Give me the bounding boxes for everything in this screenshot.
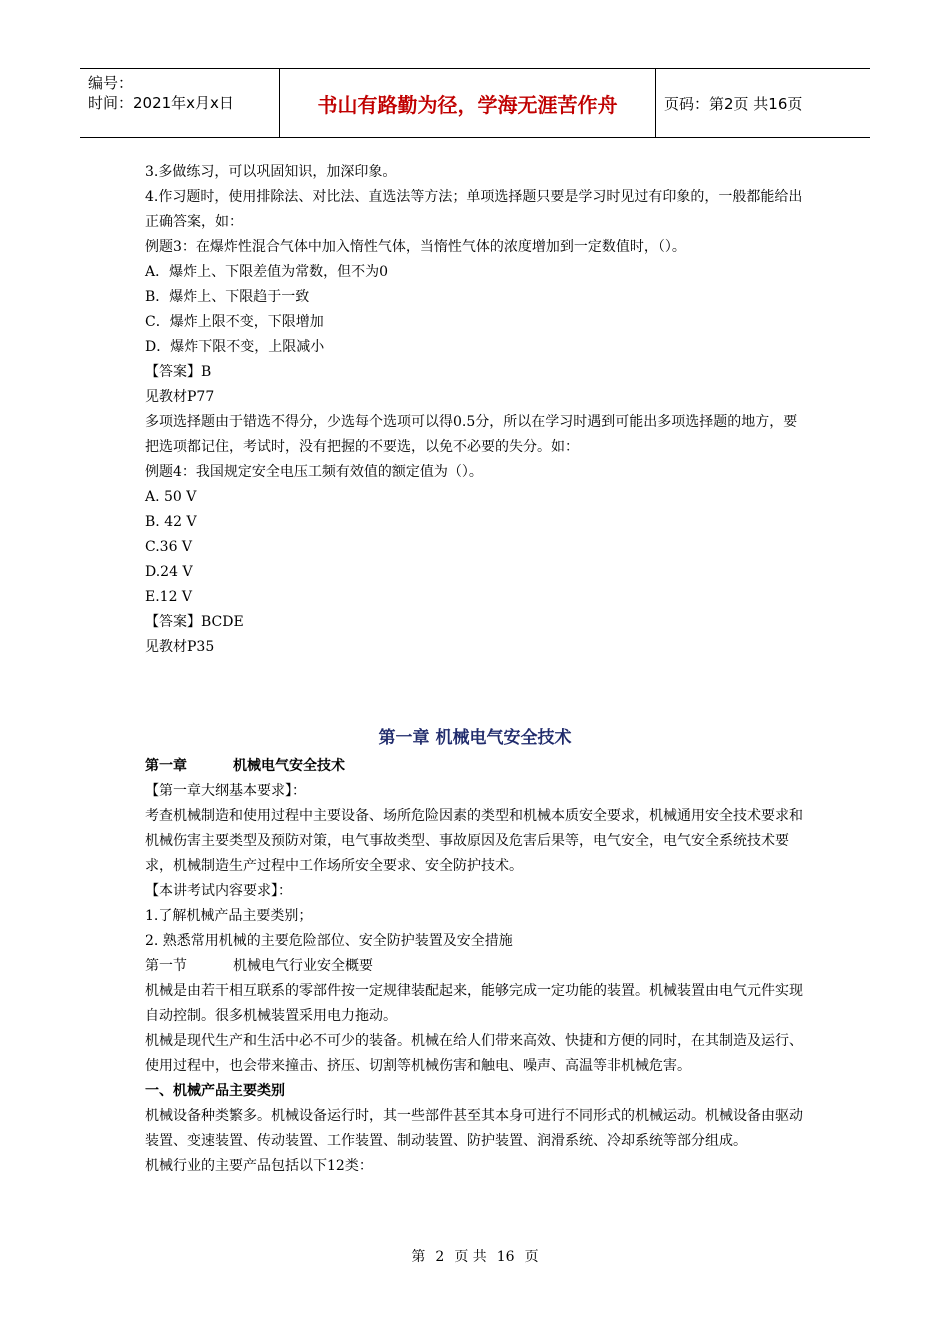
footer-total-pages: 16	[496, 1249, 515, 1265]
option-d: D．爆炸下限不变，上限减小	[145, 339, 325, 355]
paragraph: 机械是由若干相互联系的零部件按一定规律装配起来，能够完成一定功能的装置。机械装置由电气元件实现自动控制。很多机械装置采用电力拖动。	[145, 983, 803, 1024]
footer-prefix: 第	[411, 1249, 426, 1265]
question-text: 例题4：我国规定安全电压工频有效值的额定值为（）。	[145, 464, 483, 480]
subheading: 一、机械产品主要类别	[145, 1083, 285, 1099]
outline-label: 【第一章大纲基本要求】：	[145, 783, 306, 799]
spacer	[145, 660, 805, 718]
section-number: 第一节	[145, 958, 187, 974]
option-b: B. 42 V	[145, 514, 197, 530]
reference: 见教材P35	[145, 639, 215, 655]
paragraph: 考查机械制造和使用过程中主要设备、场所危险因素的类型和机械本质安全要求，机械通用安全技术要求和机械伤害主要类型及预防对策，电气事故类型、事故原因及危害后果等，电气安全，电气安全系统技术要求，机械制造生产过程中工作场所安全要求、安全防护技术。	[145, 808, 803, 874]
answer: 【答案】B	[145, 364, 212, 380]
paragraph: 3.多做练习，可以巩固知识，加深印象。	[145, 164, 397, 180]
option-b: B．爆炸上、下限趋于一致	[145, 289, 310, 305]
section-heading	[145, 954, 805, 979]
paragraph: 机械是现代生产和生活中必不可少的装备。机械在给人们带来高效、快捷和方便的同时，在其制造及运行、使用过程中，也会带来撞击、挤压、切割等机械伤害和触电、噪声、高温等非机械危害。	[145, 1033, 803, 1074]
page-footer	[0, 1246, 950, 1266]
header-motto: 书山有路勤为径，学海无涯苦作舟	[280, 69, 656, 137]
answer: 【答案】BCDE	[145, 614, 244, 630]
header-table	[80, 68, 870, 138]
option-a: A．爆炸上、下限差值为常数，但不为0	[145, 264, 389, 280]
paragraph: 机械设备种类繁多。机械设备运行时，其一些部件甚至其本身可进行不同形式的机械运动。机械设备由驱动装置、变速装置、传动装置、工作装置、制动装置、防护装置、润滑系统、冷却系统等部分组成。	[145, 1108, 803, 1149]
paragraph: 4.作习题时，使用排除法、对比法、直选法等方法；单项选择题只要是学习时见过有印象的，一般都能给出正确答案，如：	[145, 189, 803, 230]
list-item: 1.了解机械产品主要类别；	[145, 908, 313, 924]
option-a: A. 50 V	[145, 489, 197, 505]
list-item: 2. 熟悉常用机械的主要危险部位、安全防护装置及安全措施	[145, 933, 513, 949]
document-body	[145, 160, 805, 1179]
reference: 见教材P77	[145, 389, 215, 405]
chapter-number: 第一章	[145, 758, 187, 774]
footer-page-number: 2	[435, 1249, 445, 1265]
number-label: 编号：	[88, 74, 134, 92]
option-e: E.12 V	[145, 589, 193, 605]
paragraph: 多项选择题由于错选不得分，少选每个选项可以得0.5分，所以在学习时遇到可能出多项选择题的地方，要把选项都记住，考试时，没有把握的不要选，以免不必要的失分。如：	[145, 414, 798, 455]
chapter-name: 机械电气安全技术	[233, 758, 345, 774]
footer-suffix: 页	[524, 1249, 539, 1265]
header-page-info: 页码：第2页 共16页	[664, 94, 803, 113]
footer-mid: 页 共	[454, 1249, 487, 1265]
exam-label: 【本讲考试内容要求】：	[145, 883, 292, 899]
paragraph: 机械行业的主要产品包括以下12类：	[145, 1158, 373, 1174]
option-d: D.24 V	[145, 564, 193, 580]
chapter-subheading	[145, 754, 805, 779]
section-name: 机械电气行业安全概要	[233, 958, 373, 974]
option-c: C.36 V	[145, 539, 193, 555]
option-c: C．爆炸上限不变，下限增加	[145, 314, 324, 330]
question-text: 例题3：在爆炸性混合气体中加入惰性气体，当惰性气体的浓度增加到一定数值时，（）。	[145, 239, 686, 255]
header-meta-cell	[80, 69, 280, 137]
chapter-title: 第一章 机械电气安全技术	[378, 728, 572, 748]
time-label: 时间：2021年x月x日	[88, 94, 234, 112]
